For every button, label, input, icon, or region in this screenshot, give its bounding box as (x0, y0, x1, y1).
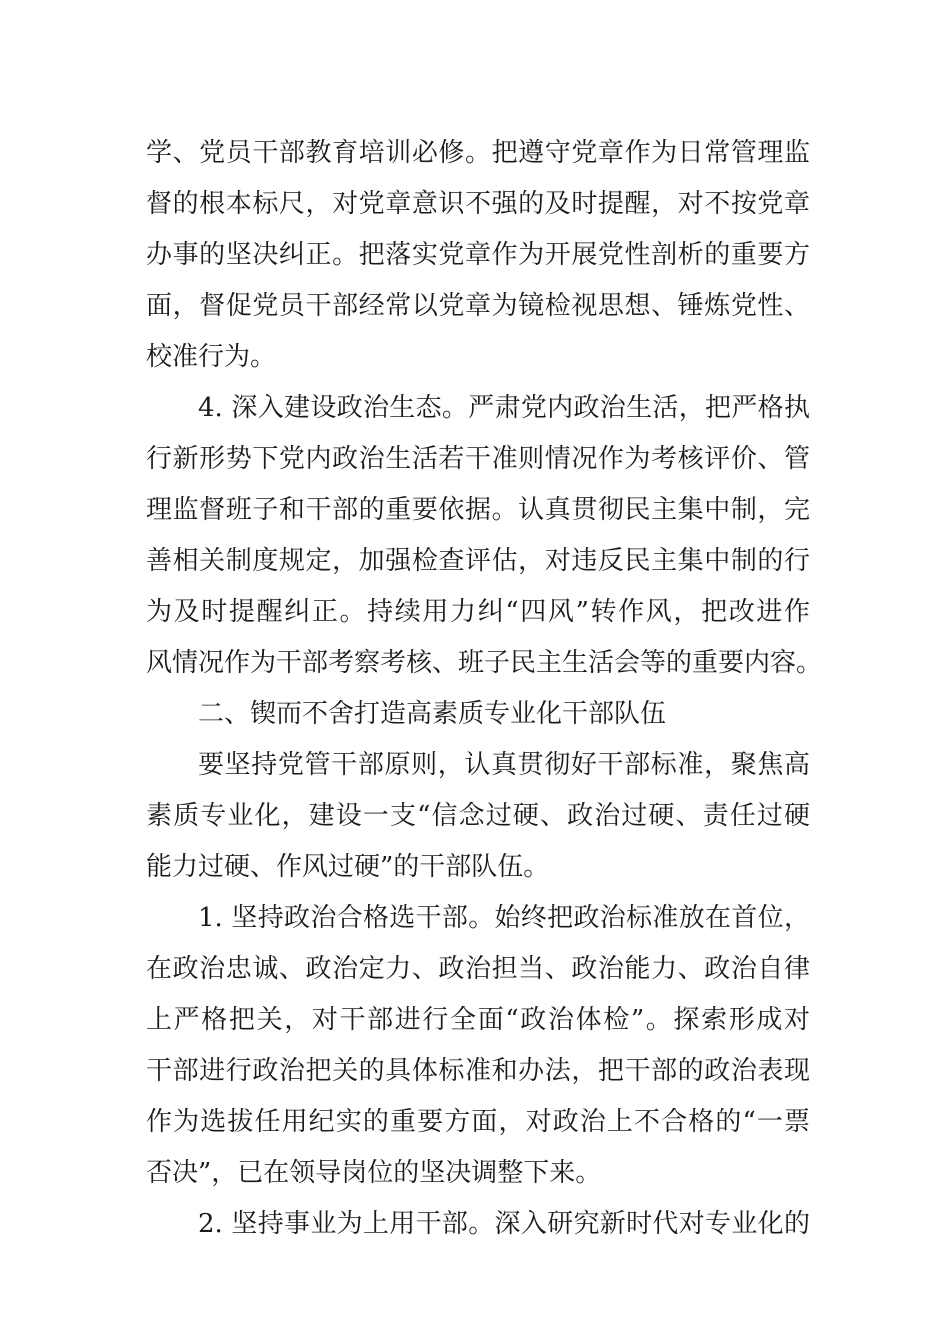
text-line: 1. 坚持政治合格选干部。始终把政治标准放在首位， (198, 903, 810, 933)
text-line: 督的根本标尺，对党章意识不强的及时提醒，对不按党章 (146, 189, 810, 219)
text-line: 干部进行政治把关的具体标准和办法，把干部的政治表现 (146, 1056, 810, 1086)
text-line: 理监督班子和干部的重要依据。认真贯彻民主集中制，完 (146, 495, 810, 525)
section-heading: 二、锲而不舍打造高素质专业化干部队伍 (198, 699, 667, 729)
text-line: 风情况作为干部考察考核、班子民主生活会等的重要内容。 (146, 648, 823, 678)
text-line: 作为选拔任用纪实的重要方面，对政治上不合格的“一票 (146, 1107, 810, 1137)
text-line: 办事的坚决纠正。把落实党章作为开展党性剖析的重要方 (146, 240, 810, 270)
text-line: 2. 坚持事业为上用干部。深入研究新时代对专业化的 (198, 1209, 810, 1239)
text-line: 学、党员干部教育培训必修。把遵守党章作为日常管理监 (146, 138, 810, 168)
text-line: 面，督促党员干部经常以党章为镜检视思想、锤炼党性、 (146, 291, 810, 321)
document-body-text (146, 128, 823, 1250)
text-line: 要坚持党管干部原则，认真贯彻好干部标准，聚焦高 (198, 750, 810, 780)
text-line: 善相关制度规定，加强检查评估，对违反民主集中制的行 (146, 546, 810, 576)
text-line: 否决”，已在领导岗位的坚决调整下来。 (146, 1158, 602, 1188)
text-line: 上严格把关，对干部进行全面“政治体检”。探索形成对 (146, 1005, 810, 1035)
text-line: 4. 深入建设政治生态。严肃党内政治生活，把严格执 (198, 393, 810, 423)
text-line: 能力过硬、作风过硬”的干部队伍。 (146, 852, 550, 882)
text-line: 行新形势下党内政治生活若干准则情况作为考核评价、管 (146, 444, 810, 474)
text-line: 素质专业化，建设一支“信念过硬、政治过硬、责任过硬 (146, 801, 810, 831)
text-line: 为及时提醒纠正。持续用力纠“四风”转作风，把改进作 (146, 597, 810, 627)
text-line: 校准行为。 (146, 342, 277, 372)
text-line: 在政治忠诚、政治定力、政治担当、政治能力、政治自律 (146, 954, 810, 984)
